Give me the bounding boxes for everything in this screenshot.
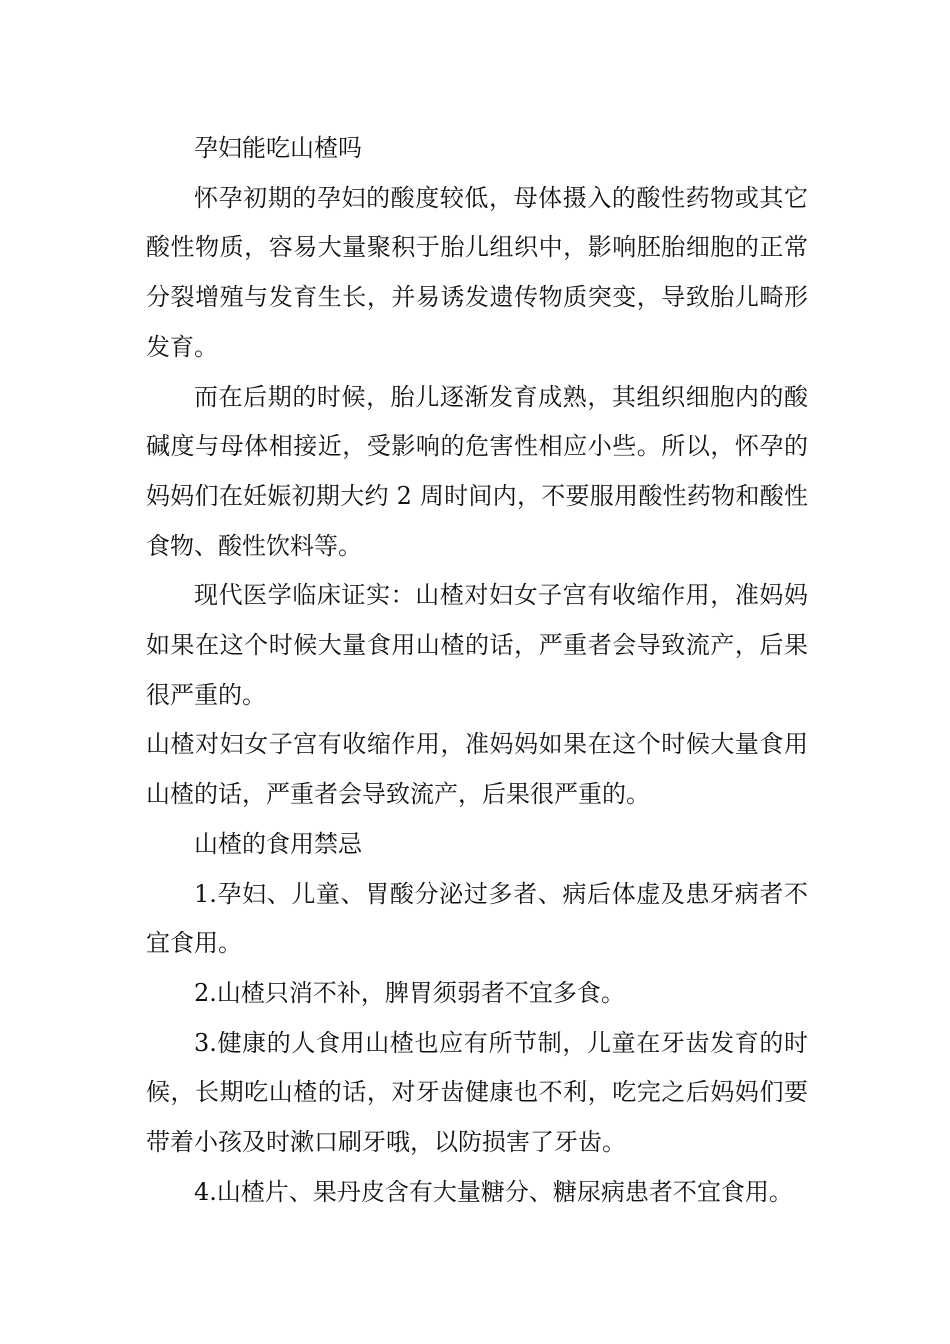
paragraph-late-pregnancy: 而在后期的时候，胎儿逐渐发育成熟，其组织细胞内的酸碱度与母体相接近，受影响的危害性相应小些。所以，怀孕的妈妈们在妊娠初期大约 2 周时间内，不要服用酸性药物和酸性食物、酸性饮料等。 xyxy=(146,382,808,560)
paragraph-repeat-warning: 山楂对妇女子宫有收缩作用，准妈妈如果在这个时候大量食用山楂的话，严重者会导致流产，后果很严重的。 xyxy=(146,730,808,809)
document-title: 孕妇能吃山楂吗 xyxy=(194,134,362,162)
taboo-item-1: 1.孕妇、儿童、胃酸分泌过多者、病后体虚及患牙病者不宜食用。 xyxy=(146,879,808,958)
document-page xyxy=(146,124,808,1217)
taboo-heading: 山楂的食用禁忌 xyxy=(194,829,362,858)
taboo-item-3: 3.健康的人食用山楂也应有所节制，儿童在牙齿发育的时候，长期吃山楂的话，对牙齿健康也不利，吃完之后妈妈们要带着小孩及时漱口刷牙哦，以防损害了牙齿。 xyxy=(146,1028,808,1157)
taboo-item-4: 4.山楂片、果丹皮含有大量糖分、糖尿病患者不宜食用。 xyxy=(194,1177,793,1206)
taboo-item-2: 2.山楂只消不补，脾胃须弱者不宜多食。 xyxy=(194,978,625,1007)
paragraph-medical-evidence: 现代医学临床证实：山楂对妇女子宫有收缩作用，准妈妈如果在这个时候大量食用山楂的话，严重者会导致流产，后果很严重的。 xyxy=(146,581,808,709)
paragraph-early-pregnancy: 怀孕初期的孕妇的酸度较低，母体摄入的酸性药物或其它酸性物质，容易大量聚积于胎儿组织中，影响胚胎细胞的正常分裂增殖与发育生长，并易诱发遗传物质突变，导致胎儿畸形发育。 xyxy=(146,183,808,361)
